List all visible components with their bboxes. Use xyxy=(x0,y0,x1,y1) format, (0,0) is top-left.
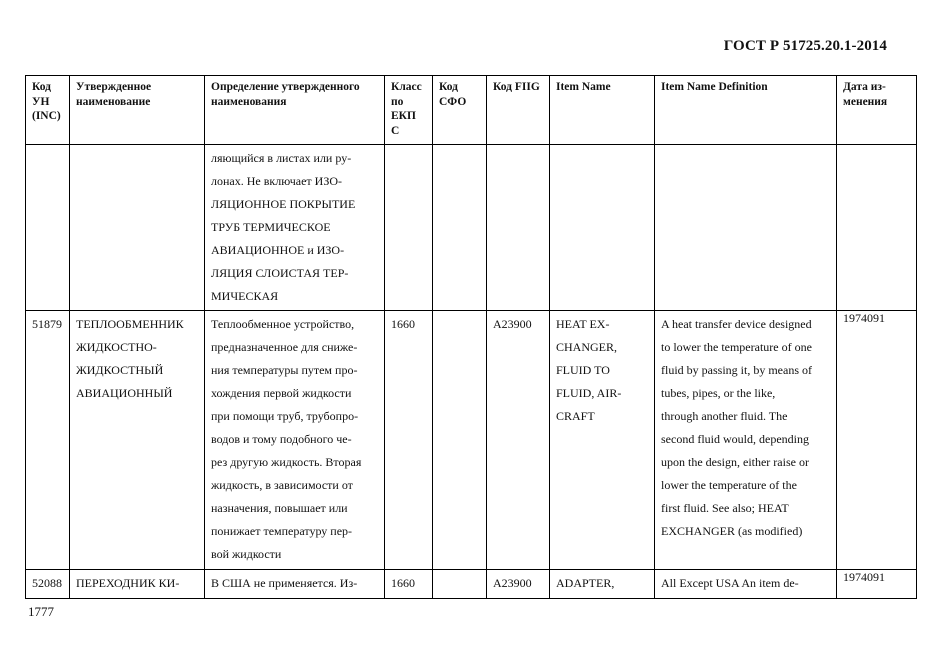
col-header-inc: Код УН (INC) xyxy=(26,76,70,145)
cell-definition: В США не применяется. Из- xyxy=(205,570,385,599)
col-header-definition: Определение утвержденного наименования xyxy=(205,76,385,145)
cell-inc: 51879 xyxy=(26,311,70,570)
col-header-sfo: Код СФО xyxy=(433,76,487,145)
cell-name xyxy=(70,145,205,311)
table-row xyxy=(26,570,917,599)
cell-item-name: ADAPTER, xyxy=(550,570,655,599)
cell-item-definition xyxy=(655,145,837,311)
cell-sfo xyxy=(433,145,487,311)
cell-date xyxy=(837,145,917,311)
cell-name: ПЕРЕХОДНИК КИ- xyxy=(70,570,205,599)
col-header-item-definition: Item Name Definition xyxy=(655,76,837,145)
col-header-fiig: Код FIIG xyxy=(487,76,550,145)
cell-definition: Теплообменное устройство, предназначенное для сниже- ния температуры путем про- хождения первой жидкости при помощи труб, трубопро- водов и тому подобного че- рез другую жидкость. Вторая жидкость, в зависимости от назначения, повышает или понижает температуру пер- вой жидкости xyxy=(205,311,385,570)
cell-date: 1974091 xyxy=(837,311,917,570)
table-row xyxy=(26,145,917,311)
col-header-change-date: Дата из- менения xyxy=(837,76,917,145)
cell-inc xyxy=(26,145,70,311)
page-number: 1777 xyxy=(28,604,54,619)
table-header-row xyxy=(26,76,917,145)
cell-fiig: A23900 xyxy=(487,311,550,570)
catalog-table xyxy=(25,75,917,599)
document-code: ГОСТ Р 51725.20.1-2014 xyxy=(723,38,887,54)
cell-date: 1974091 xyxy=(837,570,917,599)
cell-fiig: A23900 xyxy=(487,570,550,599)
cell-item-name: HEAT EX- CHANGER, FLUID TO FLUID, AIR- CRAFT xyxy=(550,311,655,570)
cell-class: 1660 xyxy=(385,570,433,599)
col-header-class: Класс по ЕКП С xyxy=(385,76,433,145)
cell-class: 1660 xyxy=(385,311,433,570)
cell-class xyxy=(385,145,433,311)
cell-name: ТЕПЛООБМЕННИК ЖИДКОСТНО- ЖИДКОСТНЫЙ АВИАЦИОННЫЙ xyxy=(70,311,205,570)
col-header-item-name: Item Name xyxy=(550,76,655,145)
cell-inc: 52088 xyxy=(26,570,70,599)
col-header-approved-name: Утвержденное наименование xyxy=(70,76,205,145)
table-row xyxy=(26,311,917,570)
cell-fiig xyxy=(487,145,550,311)
cell-sfo xyxy=(433,570,487,599)
cell-item-definition: All Except USA An item de- xyxy=(655,570,837,599)
cell-sfo xyxy=(433,311,487,570)
cell-item-name xyxy=(550,145,655,311)
cell-definition: ляющийся в листах или ру- лонах. Не включает ИЗО- ЛЯЦИОННОЕ ПОКРЫТИЕ ТРУБ ТЕРМИЧЕСКОЕ АВИАЦИОННОЕ и ИЗО- ЛЯЦИЯ СЛОИСТАЯ ТЕР- МИЧЕСКАЯ xyxy=(205,145,385,311)
cell-item-definition: A heat transfer device designed to lower the temperature of one fluid by passing it, by means of tubes, pipes, or the like, through another fluid. The second fluid would, depending upon the design, either raise or lower the temperature of the first fluid. See also; HEAT EXCHANGER (as modified) xyxy=(655,311,837,570)
